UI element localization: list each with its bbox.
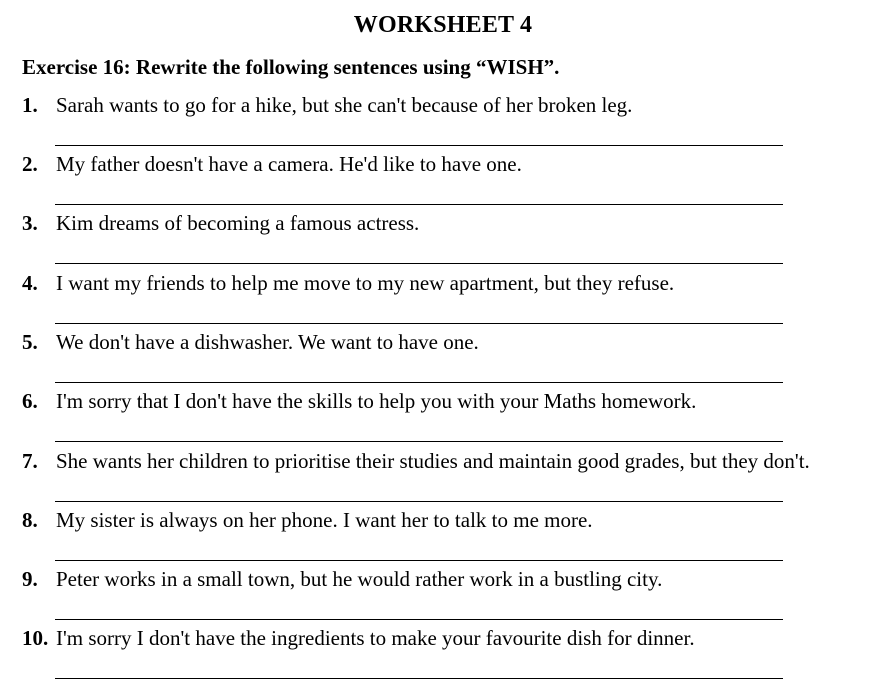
- exercise-item: [0, 210, 886, 270]
- exercise-item: [0, 270, 886, 330]
- item-number: 1.: [22, 93, 38, 117]
- answer-line[interactable]: [55, 501, 783, 502]
- answer-line[interactable]: [55, 382, 783, 383]
- item-sentence: My sister is always on her phone. I want her to talk to me more.: [56, 508, 593, 532]
- exercise-item: [0, 507, 886, 567]
- item-sentence: Peter works in a small town, but he would rather work in a bustling city.: [56, 567, 663, 591]
- exercise-item: [0, 388, 886, 448]
- answer-line[interactable]: [55, 441, 783, 442]
- item-number: 3.: [22, 211, 38, 235]
- exercise-item: [0, 92, 886, 152]
- worksheet-title: WORKSHEET 4: [353, 12, 533, 38]
- item-sentence: I'm sorry I don't have the ingredients to make your favourite dish for dinner.: [56, 626, 695, 650]
- exercise-item: [0, 566, 886, 626]
- exercise-item: [0, 151, 886, 211]
- answer-line[interactable]: [55, 263, 783, 264]
- item-number: 7.: [22, 449, 38, 473]
- item-sentence: I want my friends to help me move to my new apartment, but they refuse.: [56, 271, 675, 295]
- item-number: 2.: [22, 152, 38, 176]
- exercise-item: [0, 448, 886, 508]
- answer-line[interactable]: [55, 560, 783, 561]
- item-sentence: Sarah wants to go for a hike, but she can't because of her broken leg.: [56, 93, 633, 117]
- item-sentence: I'm sorry that I don't have the skills to help you with your Maths homework.: [56, 389, 697, 413]
- item-sentence: She wants her children to prioritise their studies and maintain good grades, but they don't.: [56, 449, 810, 473]
- answer-line[interactable]: [55, 323, 783, 324]
- item-number: 8.: [22, 508, 38, 532]
- item-sentence: My father doesn't have a camera. He'd like to have one.: [56, 152, 522, 176]
- item-sentence: We don't have a dishwasher. We want to have one.: [56, 330, 479, 354]
- answer-line[interactable]: [55, 145, 783, 146]
- answer-line[interactable]: [55, 678, 783, 679]
- exercise-item: [0, 329, 886, 389]
- exercise-instruction: Exercise 16: Rewrite the following sentences using “WISH”.: [22, 55, 560, 79]
- answer-line[interactable]: [55, 204, 783, 205]
- item-sentence: Kim dreams of becoming a famous actress.: [56, 211, 420, 235]
- item-number: 10.: [22, 626, 49, 650]
- item-number: 5.: [22, 330, 38, 354]
- item-number: 9.: [22, 567, 38, 591]
- item-number: 4.: [22, 271, 38, 295]
- answer-line[interactable]: [55, 619, 783, 620]
- exercise-item: [0, 625, 886, 685]
- item-number: 6.: [22, 389, 38, 413]
